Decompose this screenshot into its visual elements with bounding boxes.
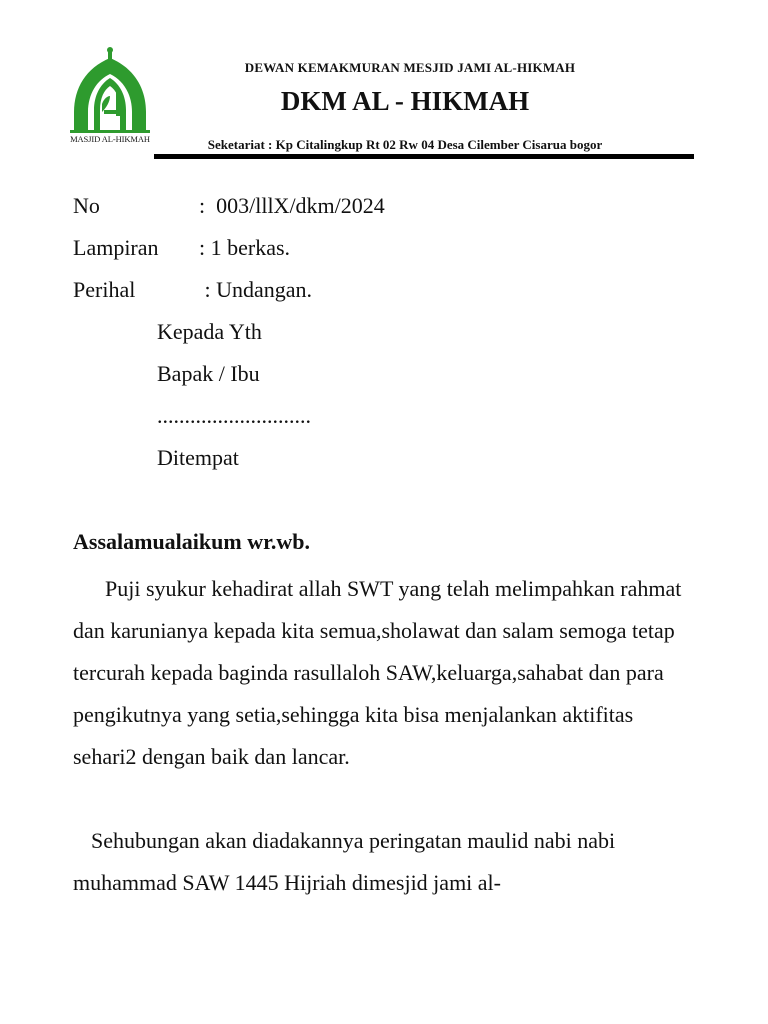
body-paragraph: Sehubungan akan diadakannya peringatan maulid nabi nabi muhammad SAW 1445 Hijriah dimesjid jami al- (73, 828, 616, 895)
header-divider (154, 154, 694, 159)
mosque-dome-icon (66, 46, 154, 134)
meta-label: Lampiran (73, 235, 159, 260)
meta-row-no (73, 190, 693, 232)
org-short-name: DKM AL - HIKMAH (280, 86, 530, 116)
meta-value: : 1 berkas. (199, 235, 291, 260)
recipient-line: Bapak / Ibu (157, 361, 260, 386)
org-full-name: DEWAN KEMAKMURAN MESJID JAMI AL-HIKMAH (244, 60, 576, 75)
meta-value: : 003/lllX/dkm/2024 (199, 193, 385, 218)
letter-body (73, 190, 693, 904)
recipient-line: Kepada Yth (157, 319, 262, 344)
recipient-line: Ditempat (157, 445, 239, 470)
secretariat-address: Seketariat : Kp Citalingkup Rt 02 Rw 04 Desa Cilember Cisarua bogor (207, 137, 603, 152)
mosque-logo (66, 46, 154, 146)
meta-row-perihal (73, 274, 693, 316)
recipient-line: ............................ (157, 403, 311, 428)
meta-value: : Undangan. (199, 277, 313, 302)
meta-row-lampiran (73, 232, 693, 274)
meta-label: No (73, 193, 100, 218)
body-paragraph: Puji syukur kehadirat allah SWT yang telah melimpahkan rahmat dan karunianya kepada kita semua,sholawat dan salam semoga tetap tercurah kepada baginda rasullaloh SAW,keluarga,sahabat dan para pengikutnya yang setia,sehingga kita bisa menjalankan aktifitas sehari2 dengan baik dan lancar. (73, 576, 682, 769)
greeting: Assalamualaikum wr.wb. (73, 529, 310, 554)
meta-label: Perihal (73, 277, 136, 302)
logo-caption: MASJID AL-HIKMAH (70, 134, 150, 144)
